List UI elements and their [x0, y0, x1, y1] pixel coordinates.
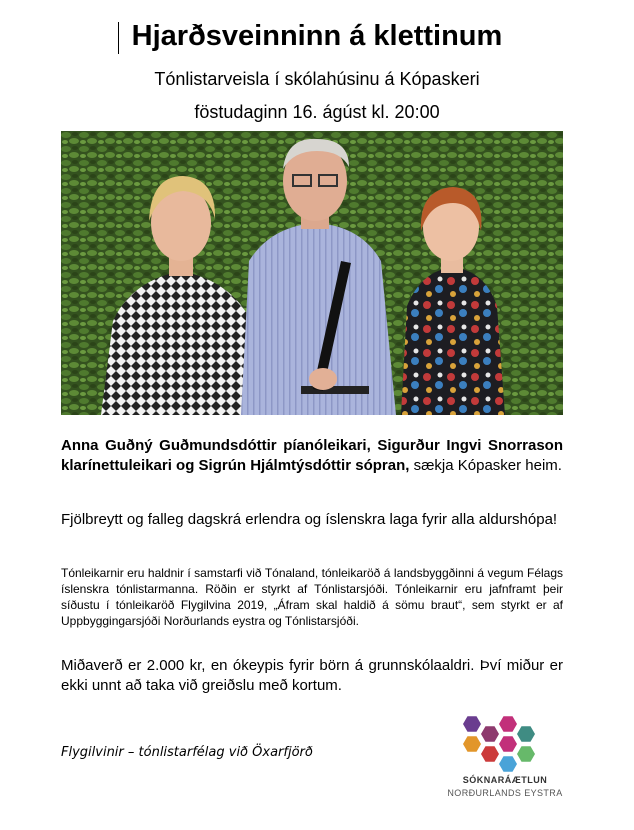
- logo-hexagon: [499, 736, 517, 752]
- page-title: Hjarðsveinninn á klettinum: [131, 20, 503, 52]
- organizer-signature: Flygilvinir – tónlistarfélag við Öxarfjörð: [61, 745, 313, 760]
- performers-names: Anna Guðný Guðmundsdóttir píanóleikari, Sigurður Ingvi Snorrason klarínettuleikari og Sigrún Hjálmtýsdóttir sópran,: [61, 437, 563, 474]
- performers-paragraph: [61, 436, 563, 476]
- logo-hexagon: [463, 736, 481, 752]
- logo-hexagon: [517, 726, 535, 742]
- logo-hexagon: [499, 756, 517, 772]
- date-subtitle: föstudaginn 16. ágúst kl. 20:00: [194, 102, 440, 122]
- logo-hexagon: [499, 716, 517, 732]
- details-paragraph: Tónleikarnir eru haldnir í samstarfi við Tónaland, tónleikaröð á landsbyggðinni á vegum Félags íslenskra tónlistarmanna. Röðin er styrkt af Tónlistarsjóði. Tónleikarnir eru jafnframt þeir síðustu í tónleikaröð Flygilvina 2019, „Áfram skal haldið á sömu braut“, sem styrkt er af Uppbyggingarsjóði Norðurlands eystra og Tónlistarsjóði.: [61, 566, 563, 628]
- performers-tail: sækja Kópasker heim.: [409, 457, 562, 474]
- logo-hexagon: [463, 716, 481, 732]
- venue-subtitle: Tónlistarveisla í skólahúsinu á Kópaskeri: [154, 69, 480, 89]
- logo-hexagon: [517, 746, 535, 762]
- program-paragraph: Fjölbreytt og falleg dagskrá erlendra og íslenskra laga fyrir alla aldurshópa!: [61, 511, 558, 528]
- logo-hexagon: [481, 746, 499, 762]
- group-photo-icon: [61, 131, 563, 415]
- price-paragraph: Miðaverð er 2.000 kr, en ókeypis fyrir börn á grunnskólaaldri. Því miður er ekki unnt að taka við greiðslu með kortum.: [61, 657, 563, 694]
- logo-hexagon: [481, 726, 499, 742]
- logo-title: SÓKNARÁÆTLUN: [462, 775, 548, 785]
- logo-subtitle: NORÐURLANDS EYSTRA: [447, 788, 563, 798]
